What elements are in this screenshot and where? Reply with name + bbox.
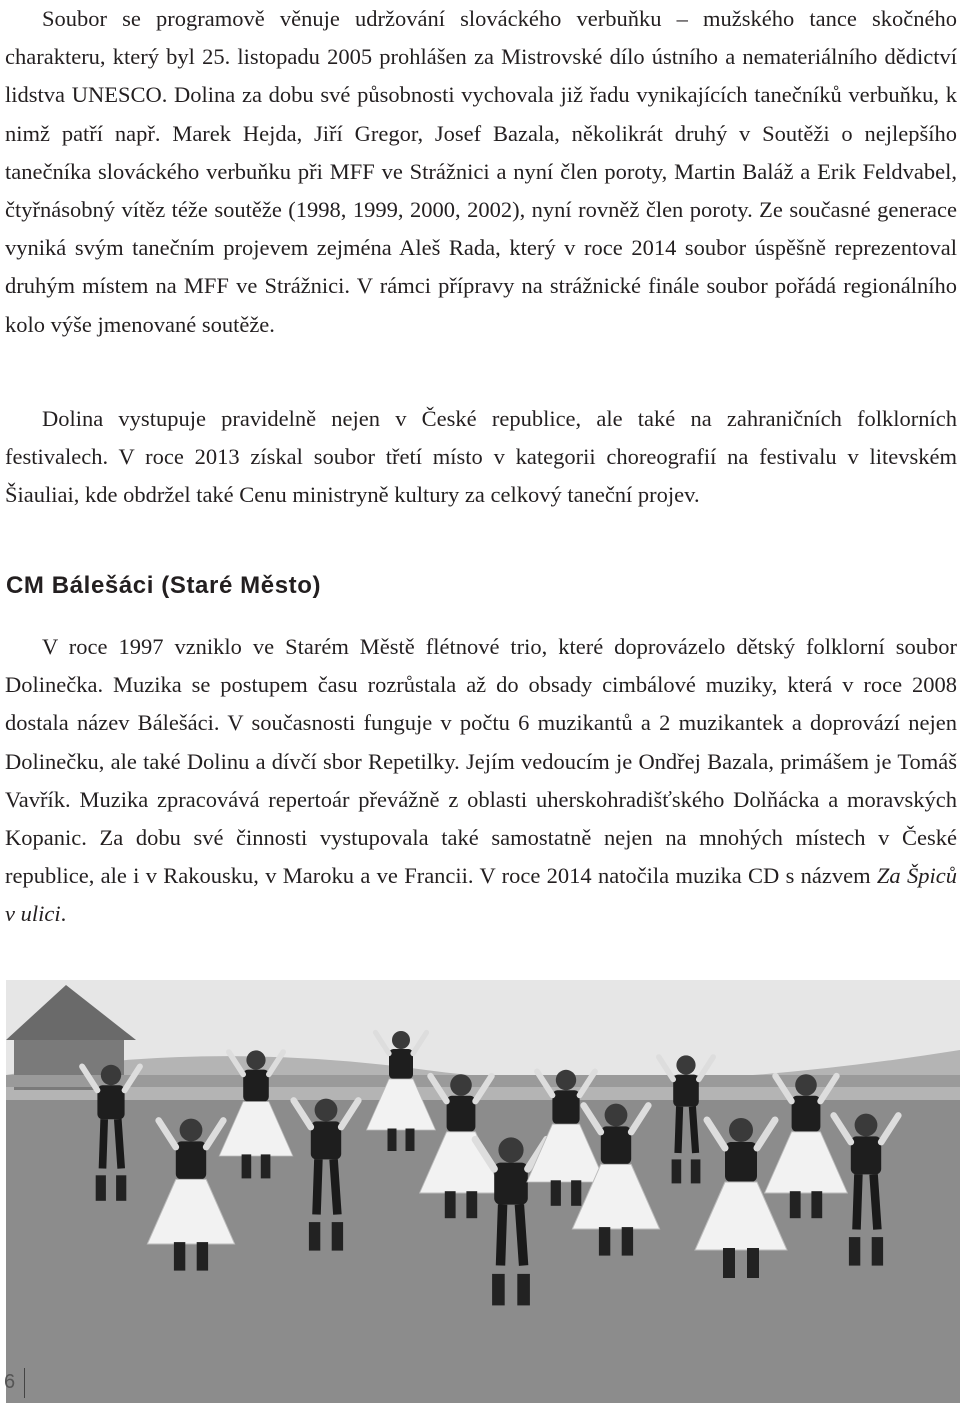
page-number-divider (24, 1368, 25, 1398)
cd-title: Za Špiců v ulici (5, 863, 957, 927)
paragraph-2-text: Dolina vystupuje pravidelně nejen v České republice, ale také na zahraničních folklorních festivalech. V roce 2013 získal soubor třetí místo v kategorii choreografií na festivalu v litevském Šiauliai, kde obdržel také Cenu ministryně kultury za celkový taneční projev. (5, 406, 957, 508)
paragraph-1-text: Soubor se programově věnuje udržování slováckého verbuňku – mužského tance skočného charakteru, který byl 25. listopadu 2005 prohlášen za Mistrovské dílo ústního a nemateriálního dědictví lidstva UNESCO. Dolina za dobu své působnosti vychovala již řadu vynikajících tanečníků verbuňku, k nimž patří např. Marek Hejda, Jiří Gregor, Josef Bazala, několikrát druhý v Soutěži o nejlepšího tanečníka slováckého verbuňku při MFF ve Strážnici a nyní člen poroty, Martin Baláž a Erik Feldvabel, čtyřnásobný vítěz téže soutěže (1998, 1999, 2000, 2002), nyní rovněž člen poroty. Ze současné generace vyniká svým tanečním projevem zejména Aleš Rada, který v roce 2014 soubor úspěšně reprezentoval druhým místem na MFF ve Strážnici. V rámci přípravy na strážnické finále soubor pořádá regionálního kolo výše jmenované soutěže. (5, 6, 957, 337)
page-number: 6 (4, 1371, 16, 1393)
photo-illustration (6, 980, 960, 1403)
body-paragraph-3 (5, 628, 957, 934)
paragraph-3-text: V roce 1997 vzniklo ve Starém Městě flétnové trio, které doprovázelo dětský folklorní soubor Dolinečka. Muzika se postupem času rozrůstala až do obsady cimbálové muziky, která v roce 2008 dostala název Bálešáci. V současnosti funguje v počtu 6 muzikantů a 2 muzikantek a doprovází nejen Dolinečku, ale také Dolinu a dívčí sbor Repetilky. Jejím vedoucím je Ondřej Bazala, primášem je Tomáš Vavřík. Muzika zpracovává repertoár převážně z oblasti uherskohradišťského Dolňácka a moravských Kopanic. Za dobu své činnosti vystupovala také samostatně nejen na mnohých místech v České republice, ale i v Rakousku, v Maroku a ve Francii. V roce 2014 natočila muzika CD s názvem (5, 634, 957, 889)
section-heading: CM Bálešáci (Staré Město) (6, 572, 322, 599)
paragraph-3-end: . (60, 901, 67, 927)
body-paragraph-1 (5, 0, 957, 344)
body-paragraph-2 (5, 400, 957, 515)
folk-dancers-photo (6, 980, 960, 1403)
